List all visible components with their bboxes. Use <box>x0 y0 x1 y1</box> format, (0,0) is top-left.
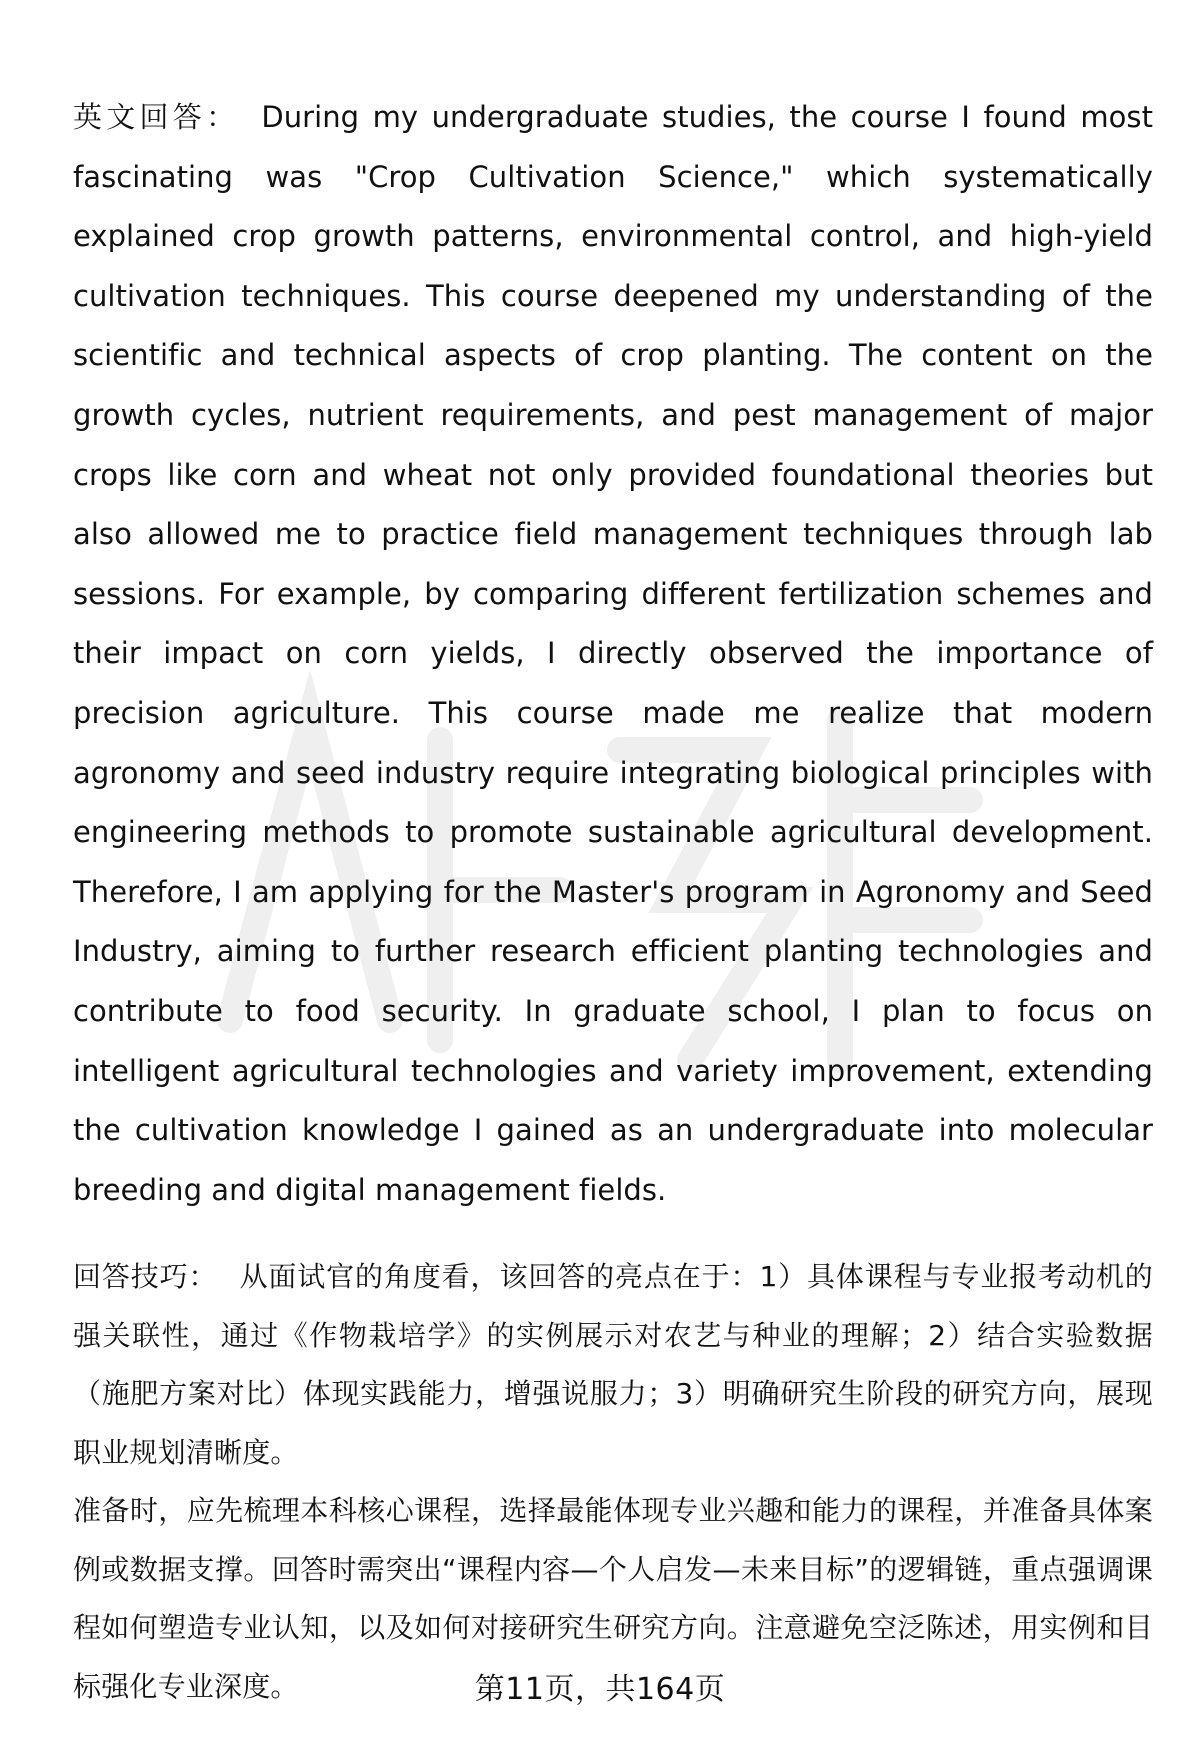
english-answer-text: During my undergraduate studies, the course I found most fascinating was "Crop Cultivation Science," which systematically explained crop growth patterns, environmental control, and high-yield cultivation techniques. This course deepened my understanding of the scientific and technical aspects of crop planting. The content on the growth cycles, nutrient requirements, and pest management of major crops like corn and wheat not only provided foundational theories but also allowed me to practice field management techniques through lab sessions. For example, by comparing different fertilization schemes and their impact on corn yields, I directly observed the importance of precision agriculture. This course made me realize that modern agronomy and seed industry require integrating biological principles with engineering methods to promote sustainable agricultural development. Therefore, I am applying for the Master's program in Agronomy and Seed Industry, aiming to further research efficient planting technologies and contribute to food security. In graduate school, I plan to focus on intelligent agricultural technologies and variety improvement, extending the cultivation knowledge I gained as an undergraduate into molecular breeding and digital management fields. <box>73 100 1153 1207</box>
english-answer-label: 英文回答： <box>73 100 240 134</box>
content-area <box>73 88 1153 1716</box>
section-spacer <box>73 1220 1153 1248</box>
tips-text: 从面试官的角度看，该回答的亮点在于：1）具体课程与专业报考动机的强关联性，通过《作物栽培学》的实例展示对农艺与种业的理解；2）结合实验数据（施肥方案对比）体现实践能力，增强说服力；3）明确研究生阶段的研究方向，展现职业规划清晰度。 <box>73 1260 1153 1469</box>
preparation-paragraph: 准备时，应先梳理本科核心课程，选择最能体现专业兴趣和能力的课程，并准备具体案例或数据支撑。回答时需突出“课程内容—个人启发—未来目标”的逻辑链，重点强调课程如何塑造专业认知，以及如何对接研究生研究方向。注意避免空泛陈述，用实例和目标强化专业深度。 <box>73 1494 1153 1703</box>
english-answer-paragraph <box>73 88 1153 1220</box>
tips-label: 回答技巧： <box>73 1260 218 1294</box>
page-number-footer: 第11页，共164页 <box>474 1672 726 1707</box>
tips-paragraph <box>73 1248 1153 1482</box>
